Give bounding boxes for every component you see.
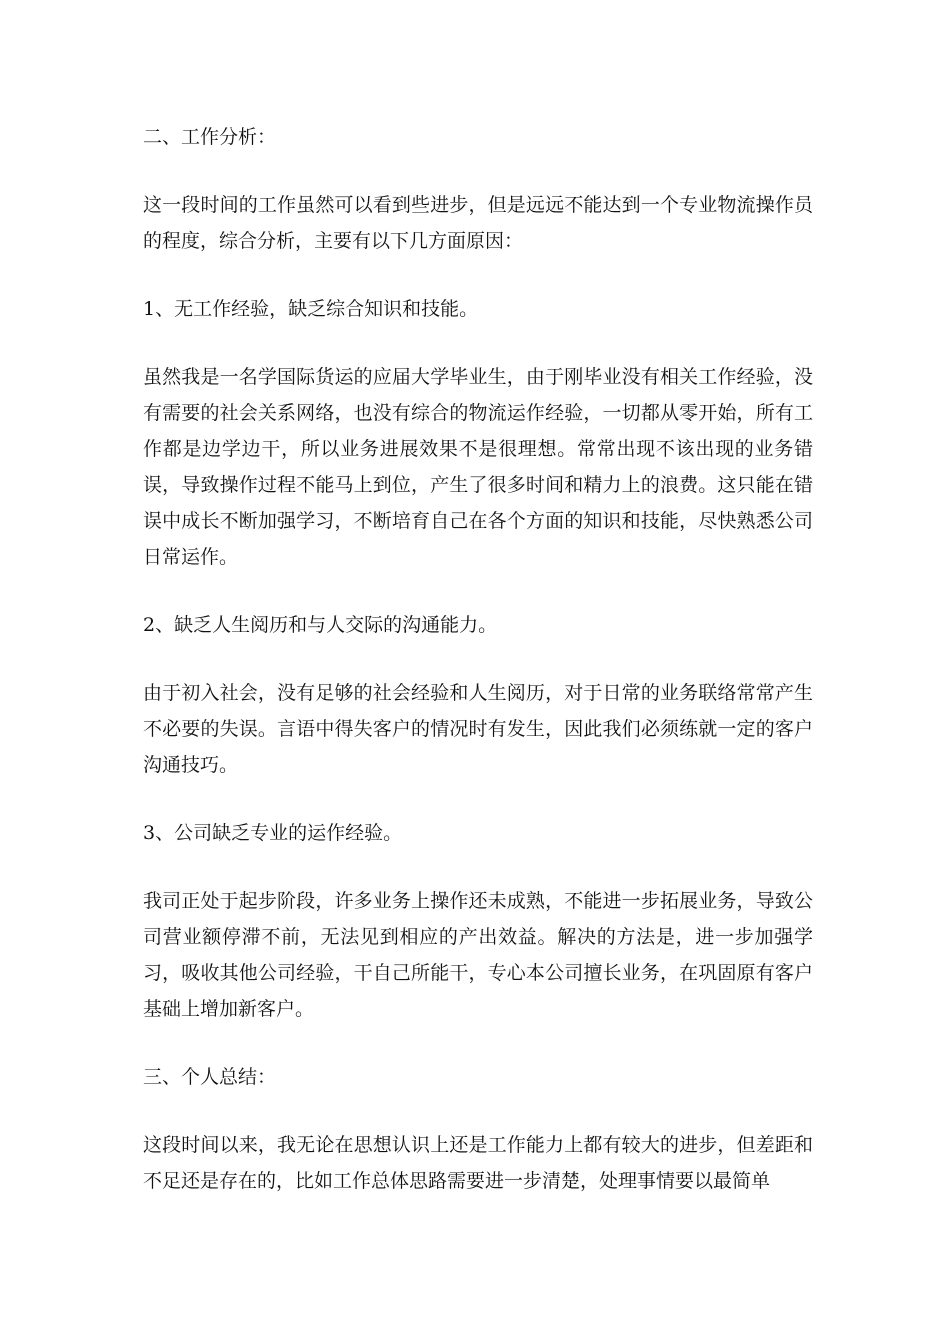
paragraph-analysis-intro: 这一段时间的工作虽然可以看到些进步，但是远远不能达到一个专业物流操作员的程度，综合分析，主要有以下几方面原因： bbox=[143, 194, 813, 252]
subheading-no-experience: 1、无工作经验，缺乏综合知识和技能。 bbox=[143, 298, 479, 320]
subheading-company-experience: 3、公司缺乏专业的运作经验。 bbox=[143, 822, 403, 844]
document-body bbox=[143, 119, 813, 1199]
paragraph-communication: 由于初入社会，没有足够的社会经验和人生阅历，对于日常的业务联络常常产生不必要的失误。言语中得失客户的情况时有发生，因此我们必须练就一定的客户沟通技巧。 bbox=[143, 682, 813, 776]
paragraph-company-experience: 我司正处于起步阶段，许多业务上操作还未成熟，不能进一步拓展业务，导致公司营业额停滞不前，无法见到相应的产出效益。解决的方法是，进一步加强学习，吸收其他公司经验，干自己所能干，专心本公司擅长业务，在巩固原有客户基础上增加新客户。 bbox=[143, 890, 813, 1020]
section-heading-work-analysis: 二、工作分析： bbox=[143, 126, 277, 148]
section-heading-personal-summary: 三、个人总结： bbox=[143, 1066, 277, 1088]
paragraph-no-experience: 虽然我是一名学国际货运的应届大学毕业生，由于刚毕业没有相关工作经验，没有需要的社会关系网络，也没有综合的物流运作经验，一切都从零开始，所有工作都是边学边干，所以业务进展效果不是很理想。常常出现不该出现的业务错误，导致操作过程不能马上到位，产生了很多时间和精力上的浪费。这只能在错误中成长不断加强学习，不断培育自己在各个方面的知识和技能，尽快熟悉公司日常运作。 bbox=[143, 366, 813, 568]
subheading-communication: 2、缺乏人生阅历和与人交际的沟通能力。 bbox=[143, 614, 498, 636]
paragraph-personal-summary: 这段时间以来，我无论在思想认识上还是工作能力上都有较大的进步，但差距和不足还是存在的，比如工作总体思路需要进一步清楚，处理事情要以最简单 bbox=[143, 1134, 813, 1192]
